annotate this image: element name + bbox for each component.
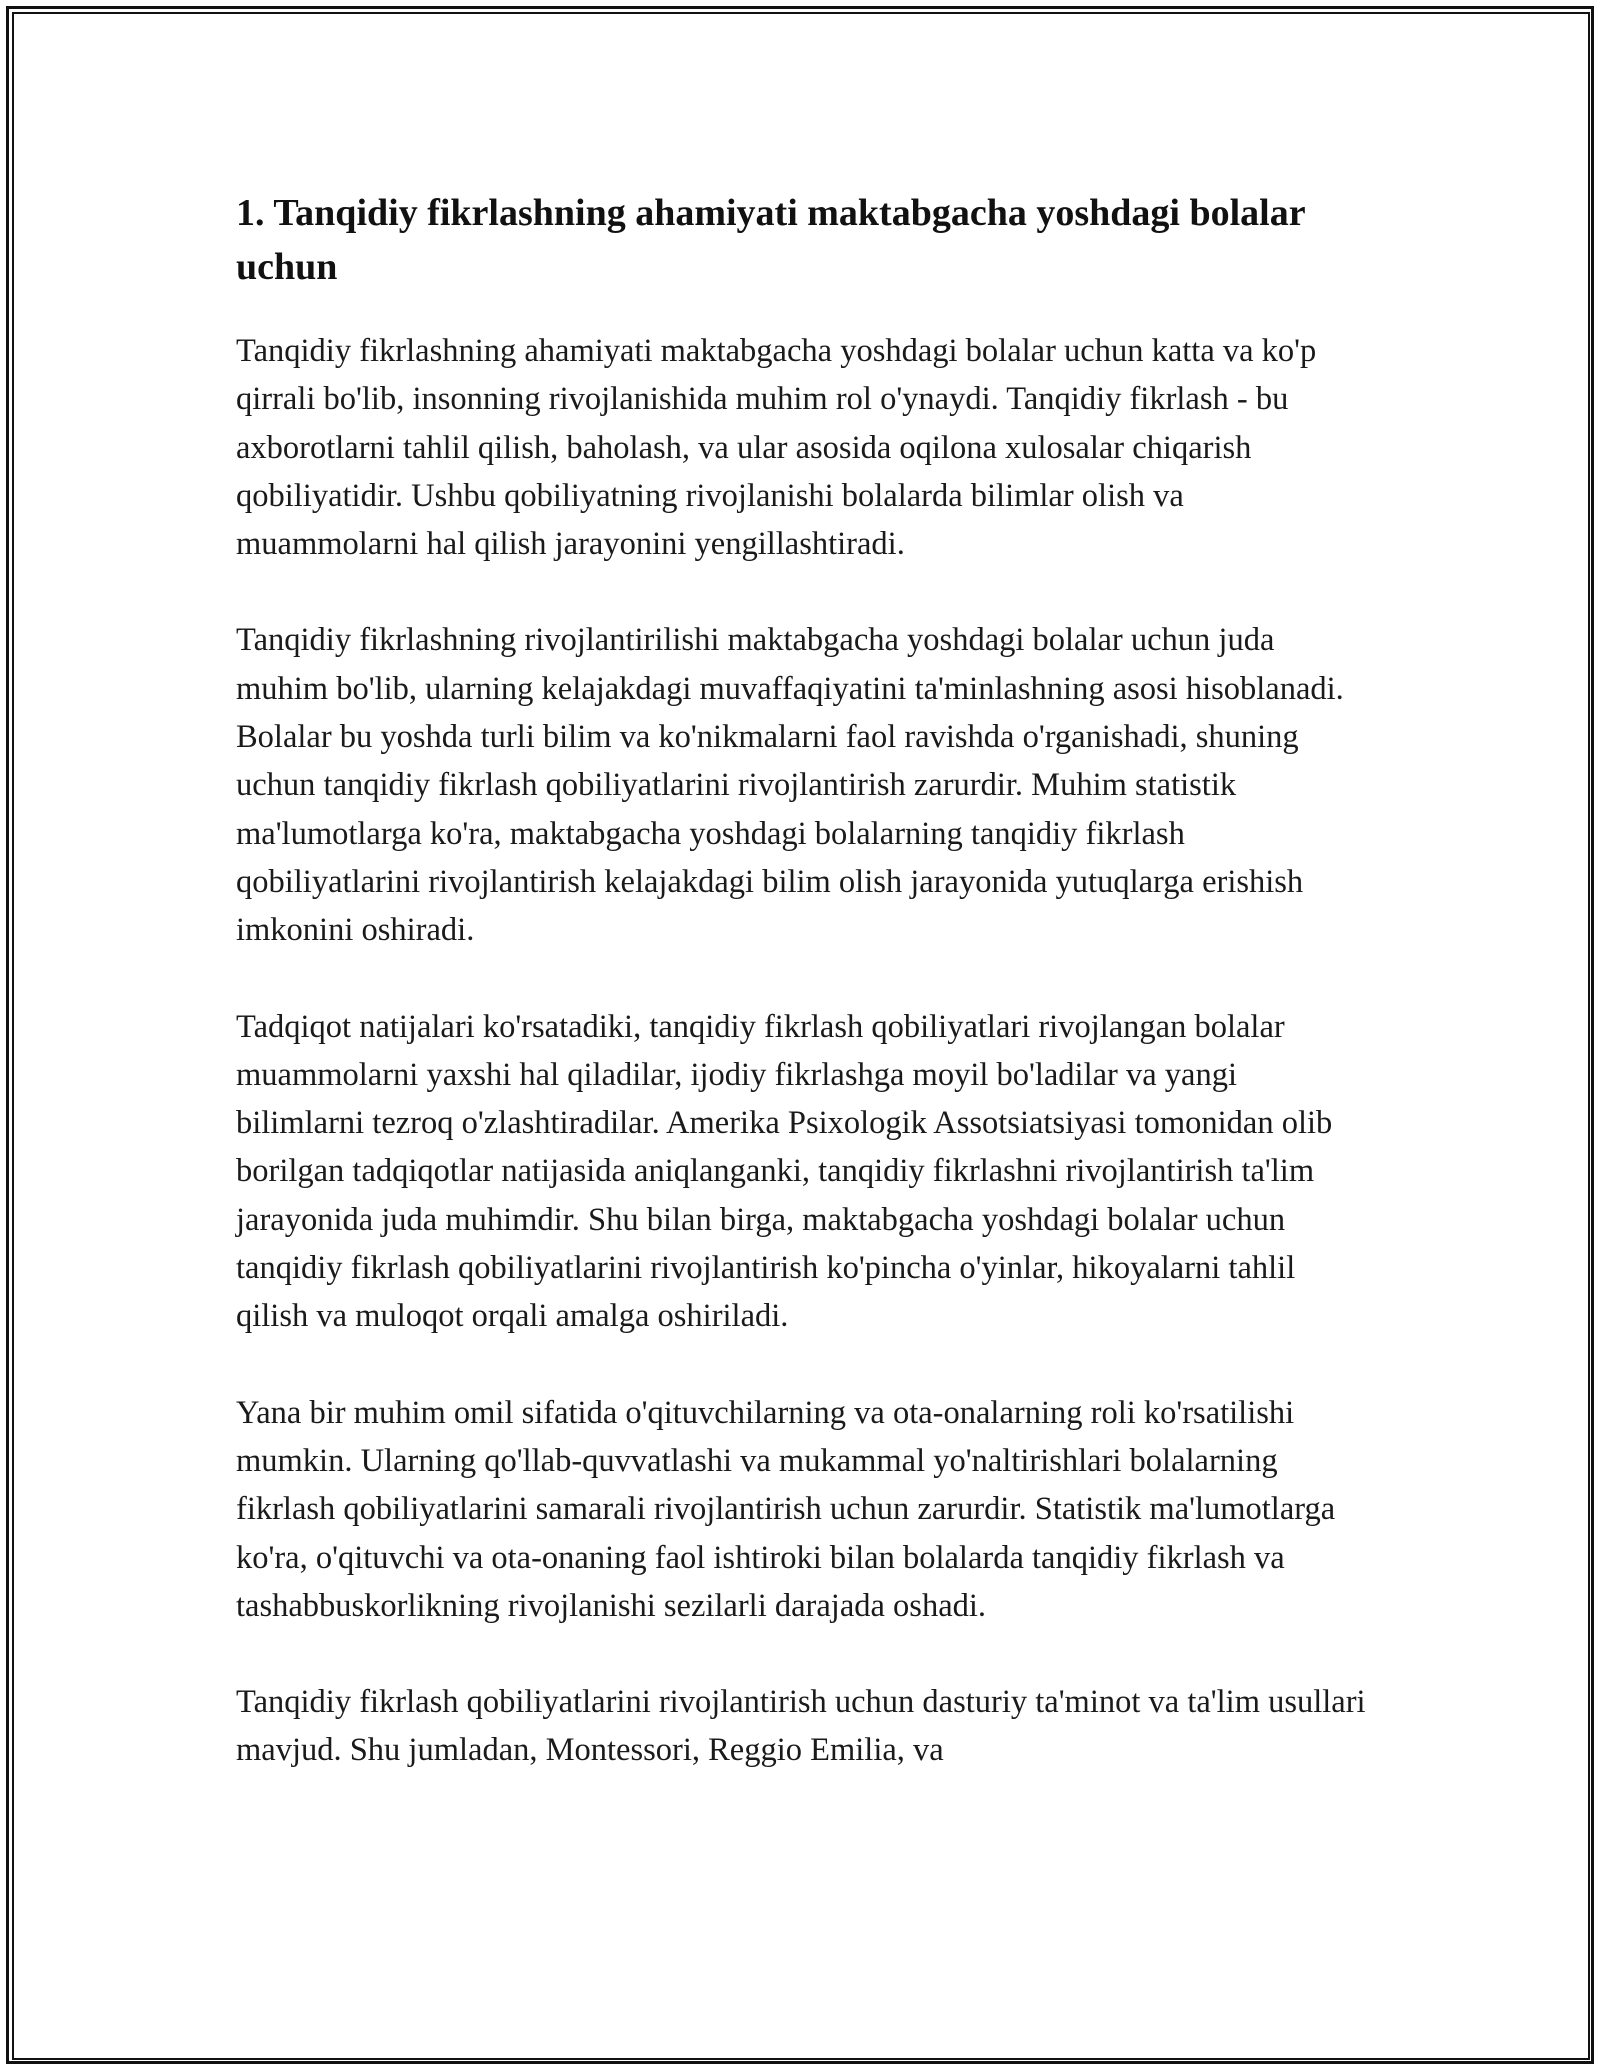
- paragraph-4: Yana bir muhim omil sifatida o'qituvchilarning va ota-onalarning roli ko'rsatilishi mumkin. Ularning qo'llab-quvvatlashi va mukammal yo'naltirishlari bolalarning fikrlash qobiliyatlarini samarali rivojlantirish uchun zarurdir. Statistik ma'lumotlarga ko'ra, o'qituvchi va ota-onaning faol ishtiroki bilan bolalarda tanqidiy fikrlash va tashabbuskorlikning rivojlanishi sezilarli darajada oshadi.: [236, 1394, 1336, 1624]
- section-heading: 1. Tanqidiy fikrlashning ahamiyati maktabgacha yoshdagi bolalar uchun: [236, 192, 1305, 288]
- document-body: [236, 186, 1366, 1823]
- paragraph-5: Tanqidiy fikrlash qobiliyatlarini rivojlantirish uchun dasturiy ta'minot va ta'lim usullari mavjud. Shu jumladan, Montessori, Reggio Emilia, va: [236, 1684, 1366, 1769]
- paragraph-1: Tanqidiy fikrlashning ahamiyati maktabgacha yoshdagi bolalar uchun katta va ko'p qirrali bo'lib, insonning rivojlanishida muhim rol o'ynaydi. Tanqidiy fikrlash - bu axborotlarni tahlil qilish, baholash, va ular asosida oqilona xulosalar chiqarish qobiliyatidir. Ushbu qobiliyatning rivojlanishi bolalarda bilimlar olish va muammolarni hal qilish jarayonini yengillashtiradi.: [236, 333, 1317, 563]
- paragraph-3: Tadqiqot natijalari ko'rsatadiki, tanqidiy fikrlash qobiliyatlari rivojlangan bolalar muammolarni yaxshi hal qiladilar, ijodiy fikrlashga moyil bo'ladilar va yangi bilimlarni tezroq o'zlashtiradilar. Amerika Psixologik Assotsiatsiyasi tomonidan olib borilgan tadqiqotlar natijasida aniqlanganki, tanqidiy fikrlashni rivojlantirish ta'lim jarayonida juda muhimdir. Shu bilan birga, maktabgacha yoshdagi bolalar uchun tanqidiy fikrlash qobiliyatlarini rivojlantirish ko'pincha o'yinlar, hikoyalarni tahlil qilish va muloqot orqali amalga oshiriladi.: [236, 1008, 1333, 1335]
- paragraph-2: Tanqidiy fikrlashning rivojlantirilishi maktabgacha yoshdagi bolalar uchun juda muhim bo'lib, ularning kelajakdagi muvaffaqiyatini ta'minlashning asosi hisoblanadi. Bolalar bu yoshda turli bilim va ko'nikmalarni faol ravishda o'rganishadi, shuning uchun tanqidiy fikrlash qobiliyatlarini rivojlantirish zarurdir. Muhim statistik ma'lumotlarga ko'ra, maktabgacha yoshdagi bolalarning tanqidiy fikrlash qobiliyatlarini rivojlantirish kelajakdagi bilim olish jarayonida yutuqlarga erishish imkonini oshiradi.: [236, 622, 1344, 949]
